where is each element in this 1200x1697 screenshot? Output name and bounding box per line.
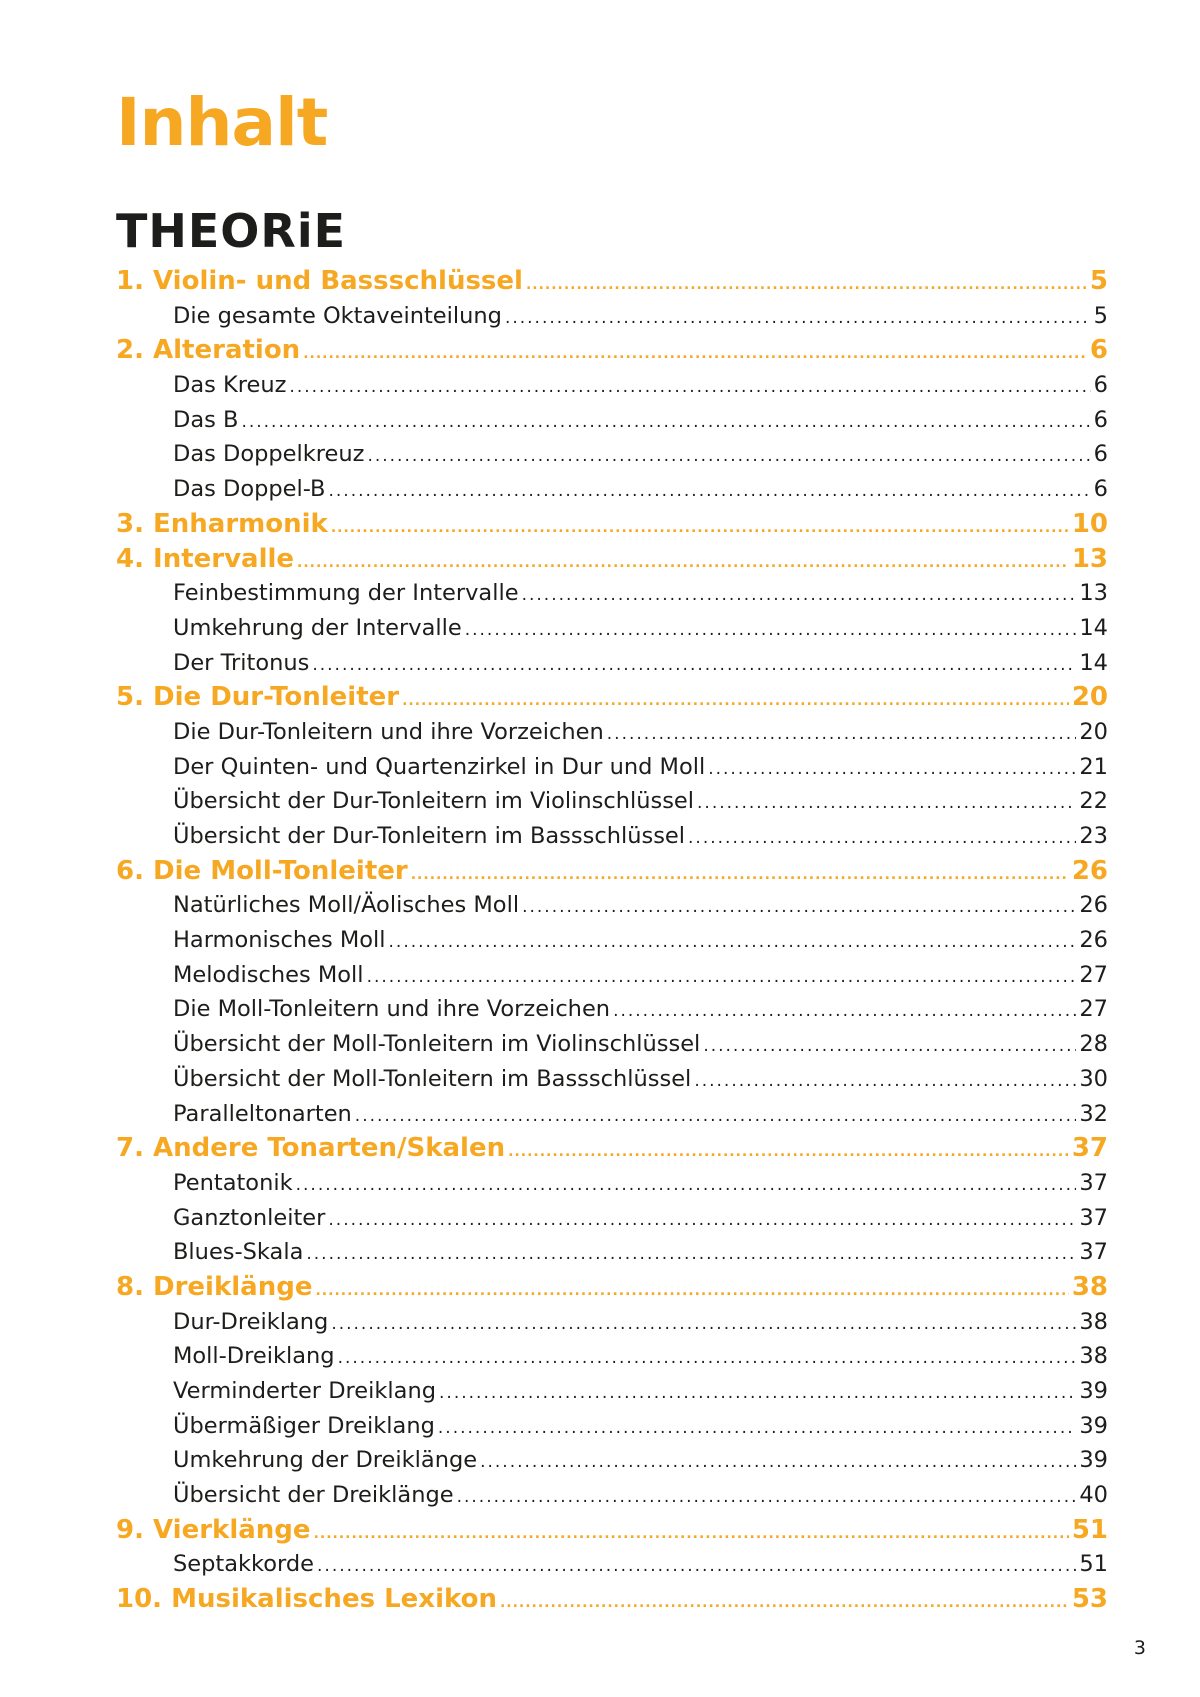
toc-subentry[interactable] xyxy=(116,437,1108,472)
toc-page-number: 14 xyxy=(1079,614,1108,641)
toc-subentry-title: Harmonisches Moll xyxy=(173,927,386,954)
dot-leader xyxy=(694,1062,1076,1099)
toc-page-number: 37 xyxy=(1079,1169,1108,1196)
toc-subentry-title: Septakkorde xyxy=(173,1551,315,1578)
toc-subentry[interactable] xyxy=(116,1235,1108,1270)
page-number: 3 xyxy=(1133,1637,1146,1659)
toc-subentry-title: Die gesamte Oktaveinteilung xyxy=(173,302,502,329)
toc-page-number: 51 xyxy=(1079,1551,1108,1578)
dot-leader xyxy=(389,923,1077,960)
toc-subentry-title: Der Tritonus xyxy=(173,649,310,676)
table-of-contents xyxy=(116,264,1108,1617)
dot-leader xyxy=(296,1166,1077,1203)
toc-subentry[interactable] xyxy=(116,1409,1108,1444)
toc-subentry[interactable] xyxy=(116,1374,1108,1409)
toc-subentry-title: Das Kreuz xyxy=(173,372,287,399)
toc-subentry[interactable] xyxy=(116,299,1108,334)
dot-leader xyxy=(439,1374,1076,1411)
toc-subentry[interactable] xyxy=(116,368,1108,403)
toc-subentry-title: Melodisches Moll xyxy=(173,961,364,988)
dot-leader xyxy=(367,437,1090,474)
toc-page-number: 13 xyxy=(1071,543,1108,574)
dot-leader xyxy=(508,1131,1069,1170)
toc-subentry-title: Übermäßiger Dreiklang xyxy=(173,1412,435,1439)
dot-leader xyxy=(315,1270,1068,1309)
toc-subentry-title: Übersicht der Dur-Tonleitern im Bassschlüssel xyxy=(173,823,686,849)
dot-leader xyxy=(411,854,1069,893)
toc-subentry-title: Umkehrung der Dreiklänge xyxy=(173,1447,478,1474)
toc-page-number: 51 xyxy=(1071,1514,1108,1545)
toc-page-number: 40 xyxy=(1079,1482,1108,1509)
dot-leader xyxy=(306,1235,1076,1272)
toc-page-number: 27 xyxy=(1079,961,1108,988)
toc-page-number: 23 xyxy=(1079,823,1108,849)
dot-leader xyxy=(500,1582,1069,1621)
dot-leader xyxy=(402,680,1069,719)
toc-chapter-title: 7. Andere Tonarten/Skalen xyxy=(116,1133,506,1164)
dot-leader xyxy=(367,958,1077,995)
toc-page-number: 13 xyxy=(1079,580,1108,607)
toc-subentry-title: Die Moll-Tonleitern und ihre Vorzeichen xyxy=(173,996,611,1023)
toc-chapter-title: 9. Vierklänge xyxy=(116,1514,311,1545)
toc-page-number: 37 xyxy=(1071,1133,1108,1164)
toc-page-number: 37 xyxy=(1079,1204,1108,1231)
dot-leader xyxy=(297,542,1069,581)
toc-page-number: 27 xyxy=(1079,996,1108,1023)
toc-chapter-entry[interactable] xyxy=(116,854,1108,889)
toc-page-number: 39 xyxy=(1079,1447,1108,1474)
toc-page-number: 6 xyxy=(1093,372,1108,399)
toc-page-number: 38 xyxy=(1079,1343,1108,1370)
toc-subentry-title: Übersicht der Moll-Tonleitern im Violinschlüssel xyxy=(173,1031,701,1058)
dot-leader xyxy=(303,333,1087,372)
dot-leader xyxy=(613,992,1076,1029)
toc-chapter-title: 3. Enharmonik xyxy=(116,508,328,539)
toc-page-number: 14 xyxy=(1079,649,1108,676)
toc-subentry-title: Übersicht der Dreiklänge xyxy=(173,1482,454,1509)
toc-subentry[interactable] xyxy=(116,1201,1108,1236)
toc-subentry[interactable] xyxy=(116,1547,1108,1582)
toc-subentry-title: Die Dur-Tonleitern und ihre Vorzeichen xyxy=(173,718,604,745)
toc-subentry[interactable] xyxy=(116,1305,1108,1340)
dot-leader xyxy=(480,1443,1076,1480)
toc-page-number: 38 xyxy=(1079,1308,1108,1335)
toc-subentry[interactable] xyxy=(116,403,1108,438)
toc-subentry-title: Natürliches Moll/Äolisches Moll xyxy=(173,892,520,919)
toc-subentry[interactable] xyxy=(116,1478,1108,1513)
toc-subentry-title: Übersicht der Dur-Tonleitern im Violinschlüssel xyxy=(173,788,695,815)
dot-leader xyxy=(697,784,1076,821)
toc-page-number: 22 xyxy=(1079,788,1108,815)
dot-leader xyxy=(289,368,1090,405)
toc-subentry-title: Das Doppelkreuz xyxy=(173,441,365,468)
toc-page-number: 26 xyxy=(1079,892,1108,919)
toc-chapter-entry[interactable] xyxy=(116,542,1108,577)
dot-leader xyxy=(465,611,1077,648)
toc-subentry-title: Übersicht der Moll-Tonleitern im Bassschlüssel xyxy=(173,1065,692,1092)
toc-chapter-title: 2. Alteration xyxy=(116,335,301,366)
toc-page-number: 37 xyxy=(1079,1239,1108,1266)
toc-chapter-title: 6. Die Moll-Tonleiter xyxy=(116,855,408,886)
toc-subentry[interactable] xyxy=(116,715,1108,750)
toc-subentry[interactable] xyxy=(116,1027,1108,1062)
toc-page-number: 26 xyxy=(1079,927,1108,954)
toc-subentry[interactable] xyxy=(116,611,1108,646)
toc-subentry[interactable] xyxy=(116,576,1108,611)
toc-page-number: 39 xyxy=(1079,1378,1108,1404)
toc-subentry[interactable] xyxy=(116,1443,1108,1478)
toc-chapter-title: 4. Intervalle xyxy=(116,543,295,574)
toc-page-number: 30 xyxy=(1079,1065,1108,1092)
dot-leader xyxy=(329,472,1091,509)
toc-subentry-title: Feinbestimmung der Intervalle xyxy=(173,580,519,607)
toc-subentry[interactable] xyxy=(116,784,1108,819)
toc-chapter-title: 8. Dreiklänge xyxy=(116,1271,313,1302)
page-title: Inhalt xyxy=(116,84,328,161)
toc-subentry[interactable] xyxy=(116,923,1108,958)
toc-page-number: 38 xyxy=(1071,1271,1108,1302)
toc-chapter-entry[interactable] xyxy=(116,680,1108,715)
toc-subentry[interactable] xyxy=(116,646,1108,681)
toc-page-number: 5 xyxy=(1093,302,1108,329)
toc-subentry[interactable] xyxy=(116,819,1108,854)
toc-page-number: 6 xyxy=(1093,441,1108,468)
toc-chapter-entry[interactable] xyxy=(116,507,1108,542)
dot-leader xyxy=(457,1478,1077,1515)
dot-leader xyxy=(522,888,1076,925)
toc-subentry[interactable] xyxy=(116,1097,1108,1132)
dot-leader xyxy=(703,1027,1076,1064)
toc-page-number: 26 xyxy=(1071,855,1108,886)
dot-leader xyxy=(522,576,1077,613)
toc-chapter-title: 10. Musikalisches Lexikon xyxy=(116,1584,497,1615)
toc-chapter-entry[interactable] xyxy=(116,333,1108,368)
toc-subentry-title: Verminderter Dreiklang xyxy=(173,1378,437,1404)
toc-subentry-title: Das Doppel-B xyxy=(173,476,326,503)
toc-page-number: 20 xyxy=(1071,682,1108,713)
dot-leader xyxy=(505,299,1091,336)
toc-page-number: 6 xyxy=(1093,406,1108,433)
toc-chapter-title: 5. Die Dur-Tonleiter xyxy=(116,682,400,713)
toc-chapter-entry[interactable] xyxy=(116,264,1108,299)
toc-subentry[interactable] xyxy=(116,958,1108,993)
toc-chapter-title: 1. Violin- und Bassschlüssel xyxy=(116,266,523,296)
toc-page-number: 6 xyxy=(1089,335,1108,366)
toc-subentry[interactable] xyxy=(116,1062,1108,1097)
toc-page-number: 21 xyxy=(1079,753,1108,780)
toc-chapter-entry[interactable] xyxy=(116,1513,1108,1548)
dot-leader xyxy=(688,819,1076,856)
toc-subentry-title: Moll-Dreiklang xyxy=(173,1343,335,1370)
toc-subentry-title: Blues-Skala xyxy=(173,1239,304,1266)
toc-subentry[interactable] xyxy=(116,1339,1108,1374)
dot-leader xyxy=(607,715,1077,752)
toc-subentry[interactable] xyxy=(116,992,1108,1027)
dot-leader xyxy=(438,1409,1076,1446)
toc-page-number: 20 xyxy=(1079,718,1108,745)
toc-subentry[interactable] xyxy=(116,750,1108,785)
toc-subentry-title: Ganztonleiter xyxy=(173,1204,326,1231)
toc-page-number: 5 xyxy=(1089,266,1108,296)
toc-subentry-title: Umkehrung der Intervalle xyxy=(173,614,462,641)
dot-leader xyxy=(331,507,1069,546)
dot-leader xyxy=(317,1547,1076,1584)
toc-page-number: 28 xyxy=(1079,1031,1108,1058)
toc-subentry-title: Paralleltonarten xyxy=(173,1100,352,1127)
dot-leader xyxy=(708,750,1076,787)
toc-chapter-entry[interactable] xyxy=(116,1270,1108,1305)
toc-chapter-entry[interactable] xyxy=(116,1131,1108,1166)
toc-chapter-entry[interactable] xyxy=(116,1582,1108,1617)
dot-leader xyxy=(526,264,1087,303)
section-heading: THEORiE xyxy=(116,204,347,258)
toc-subentry-title: Das B xyxy=(173,406,239,433)
toc-page-number: 53 xyxy=(1071,1584,1108,1615)
dot-leader xyxy=(241,403,1090,440)
toc-page-number: 32 xyxy=(1079,1100,1108,1127)
toc-page-number: 6 xyxy=(1093,476,1108,503)
toc-subentry-title: Dur-Dreiklang xyxy=(173,1308,329,1335)
dot-leader xyxy=(355,1097,1077,1134)
toc-subentry-title: Pentatonik xyxy=(173,1169,293,1196)
dot-leader xyxy=(338,1339,1077,1376)
toc-page-number: 10 xyxy=(1071,508,1108,539)
dot-leader xyxy=(331,1305,1076,1342)
toc-page-number: 39 xyxy=(1079,1412,1108,1439)
toc-subentry[interactable] xyxy=(116,1166,1108,1201)
toc-subentry[interactable] xyxy=(116,888,1108,923)
dot-leader xyxy=(328,1201,1076,1238)
dot-leader xyxy=(312,646,1076,683)
toc-subentry-title: Der Quinten- und Quartenzirkel in Dur und Moll xyxy=(173,753,706,780)
dot-leader xyxy=(314,1513,1069,1552)
toc-subentry[interactable] xyxy=(116,472,1108,507)
